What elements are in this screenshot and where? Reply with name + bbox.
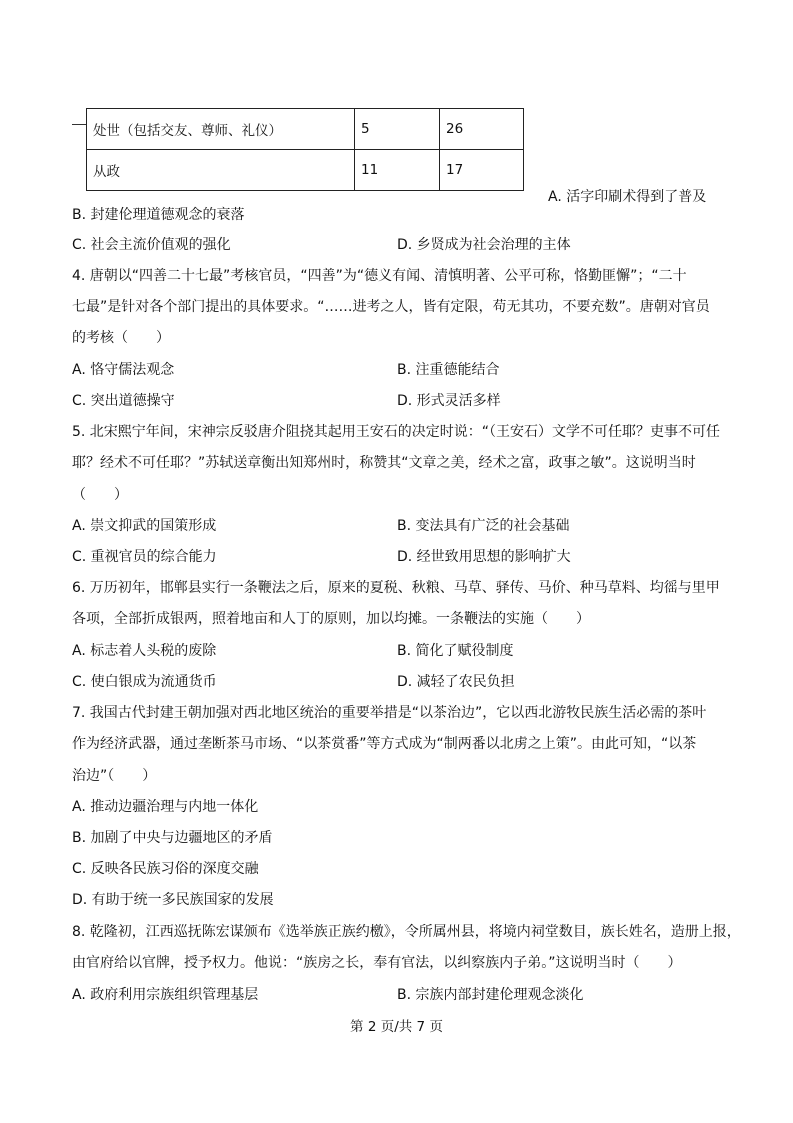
table-row <box>87 109 524 150</box>
q5-option-b: B. 变法具有广泛的社会基础 <box>397 518 570 534</box>
q7-option-b: B. 加剧了中央与边疆地区的矛盾 <box>72 830 273 846</box>
q7-option-d: D. 有助于统一多民族国家的发展 <box>72 892 274 908</box>
q4-option-b: B. 注重德能结合 <box>397 362 500 378</box>
q7-option-c: C. 反映各民族习俗的深度交融 <box>72 861 259 877</box>
q4-option-d: D. 形式灵活多样 <box>397 393 501 409</box>
q6-option-d: D. 减轻了农民负担 <box>397 674 515 690</box>
q3-option-a: A. 活字印刷术得到了普及 <box>548 189 707 205</box>
q4-option-a: A. 恪守儒法观念 <box>72 362 175 378</box>
q6-option-c: C. 使白银成为流通货币 <box>72 674 217 690</box>
q7-stem-line: 治边”（ ） <box>72 768 157 784</box>
q5-option-d: D. 经世致用思想的影响扩大 <box>397 549 571 565</box>
table-top-dash <box>72 124 86 125</box>
table-cell: 处世（包括交友、尊师、礼仪） <box>87 109 355 150</box>
q7-stem-line: 7. 我国古代封建王朝加强对西北地区统治的重要举措是“以茶治边”，它以西北游牧民族生活必需的茶叶 <box>72 705 707 721</box>
q6-option-b: B. 简化了赋役制度 <box>397 643 514 659</box>
q5-stem-line: 5. 北宋熙宁年间，宋神宗反驳唐介阻挠其起用王安石的决定时说：“（王安石）文学不可任耶？吏事不可任 <box>72 424 721 440</box>
table-row <box>87 150 524 191</box>
page-number: 第 2 页/共 7 页 <box>350 1019 443 1035</box>
q4-stem-line: 七最”是针对各个部门提出的具体要求。“……进考之人，皆有定限，苟无其功，不要充数”。唐朝对官员 <box>72 299 710 315</box>
table-cell: 11 <box>355 150 440 191</box>
q6-stem-line: 6. 万历初年，邯郸县实行一条鞭法之后，原来的夏税、秋粮、马草、驿传、马价、种马草料、均徭与里甲 <box>72 580 720 596</box>
q8-option-a: A. 政府利用宗族组织管理基层 <box>72 987 259 1003</box>
table-cell: 从政 <box>87 150 355 191</box>
q8-stem-line: 8. 乾隆初，江西巡抚陈宏谋颁布《选举族正族约檄》，令所属州县，将境内祠堂数目，族长姓名，造册上报， <box>72 924 741 940</box>
table-cell: 26 <box>440 109 524 150</box>
q8-stem-line: 由官府给以官牌，授予权力。他说：“族房之长，奉有官法，以纠察族内子弟。”这说明当时（ ） <box>72 955 682 971</box>
q4-stem-line: 的考核（ ） <box>72 330 170 346</box>
q8-option-b: B. 宗族内部封建伦理观念淡化 <box>397 987 584 1003</box>
q5-stem-line: 耶？经术不可任耶？”苏轼送章衡出知郑州时，称赞其“文章之美，经术之富，政事之敏”。这说明当时 <box>72 455 696 471</box>
q6-option-a: A. 标志着人头税的废除 <box>72 643 217 659</box>
q6-stem-line: 各项，全部折成银两，照着地亩和人丁的原则，加以均摊。一条鞭法的实施（ ） <box>72 611 590 627</box>
data-table <box>86 108 524 191</box>
q7-stem-line: 作为经济武器，通过垄断茶马市场、“以茶赏番”等方式成为“制两番以北虏之上策”。由此可知，“以茶 <box>72 736 697 752</box>
table-cell: 17 <box>440 150 524 191</box>
q3-option-b: B. 封建伦理道德观念的衰落 <box>72 207 245 223</box>
q7-option-a: A. 推动边疆治理与内地一体化 <box>72 799 259 815</box>
q3-option-d: D. 乡贤成为社会治理的主体 <box>397 237 571 253</box>
q4-option-c: C. 突出道德操守 <box>72 393 175 409</box>
table-cell: 5 <box>355 109 440 150</box>
q3-option-c: C. 社会主流价值观的强化 <box>72 237 231 253</box>
q5-stem-line: （ ） <box>72 487 128 503</box>
q5-option-a: A. 崇文抑武的国策形成 <box>72 518 217 534</box>
q4-stem-line: 4. 唐朝以“四善二十七最”考核官员，“四善”为“德义有闻、清慎明著、公平可称，恪勤匪懈”；“二十 <box>72 268 687 284</box>
q5-option-c: C. 重视官员的综合能力 <box>72 549 217 565</box>
